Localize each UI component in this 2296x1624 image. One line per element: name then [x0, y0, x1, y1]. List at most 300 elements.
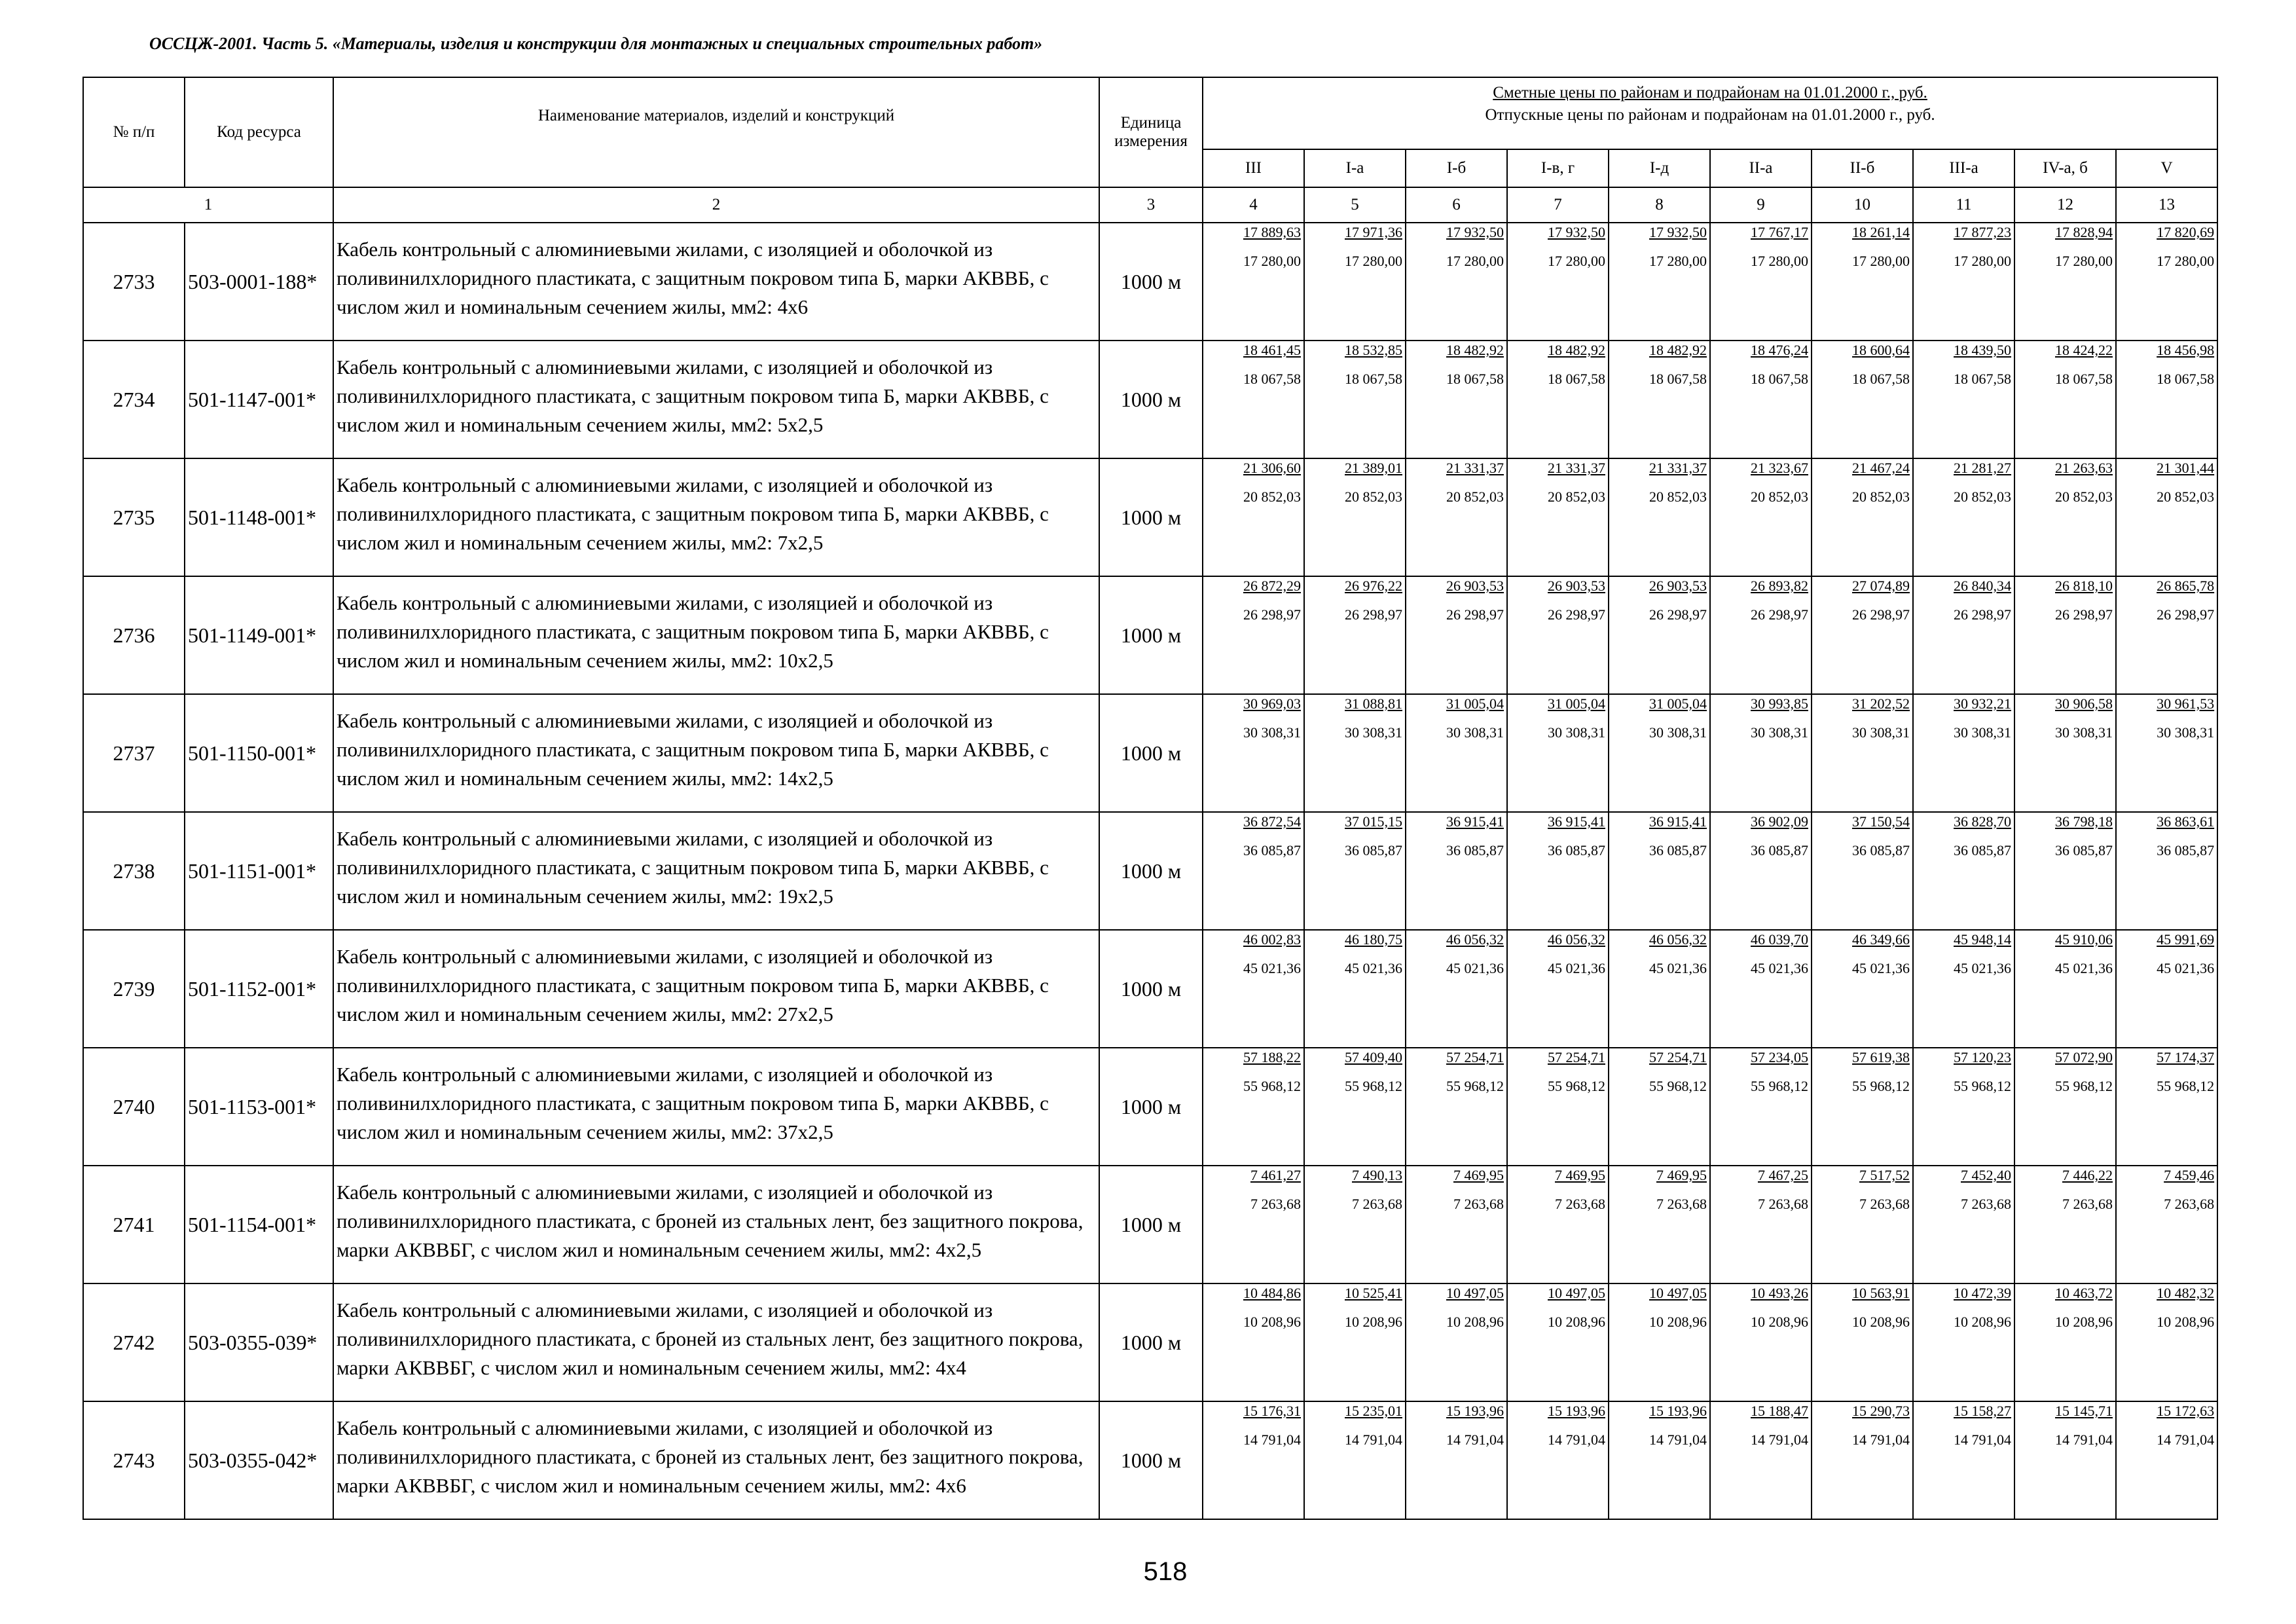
estimate-price: 7 461,27 [1250, 1167, 1301, 1183]
estimate-price: 10 497,05 [1548, 1285, 1605, 1301]
release-price: 7 263,68 [1859, 1196, 1910, 1212]
header-column-number: 7 [1507, 187, 1609, 223]
release-price: 10 208,96 [1852, 1314, 1910, 1330]
estimate-price: 31 005,04 [1649, 695, 1707, 712]
material-name: Кабель контрольный с алюминиевыми жилами, с изоляцией и оболочкой из поливинилхлоридного пластиката, с броней из стальных лент, без защитного покрова, марки АКВВБГ, с числом жил и номинальным сечением жилы, мм2: 4х6 [333, 1401, 1099, 1519]
resource-code: 503-0355-042* [185, 1401, 333, 1519]
release-price: 30 308,31 [1446, 724, 1504, 741]
estimate-price: 26 840,34 [1954, 578, 2011, 594]
price-cell [1406, 812, 1507, 930]
material-name: Кабель контрольный с алюминиевыми жилами, с изоляцией и оболочкой из поливинилхлоридного пластиката, с защитным покровом типа Б, марки АКВВБ, с числом жил и номинальным сечением жилы, мм2: 10х2,5 [333, 576, 1099, 694]
header-column-number: 10 [1812, 187, 1913, 223]
release-price: 7 263,68 [1555, 1196, 1605, 1212]
release-price: 10 208,96 [2157, 1314, 2215, 1330]
release-price: 14 791,04 [2157, 1431, 2215, 1448]
release-price: 14 791,04 [1954, 1431, 2011, 1448]
estimate-price: 36 915,41 [1548, 813, 1605, 830]
price-cell [1913, 694, 2014, 812]
price-cell [2116, 1401, 2217, 1519]
estimate-price: 36 828,70 [1954, 813, 2011, 830]
price-cell [1507, 812, 1609, 930]
release-price: 30 308,31 [2055, 724, 2113, 741]
price-cell [2116, 341, 2217, 458]
price-cell [1406, 930, 1507, 1048]
price-cell [1304, 341, 1406, 458]
estimate-price: 31 005,04 [1446, 695, 1504, 712]
resource-code: 501-1152-001* [185, 930, 333, 1048]
price-cell [1507, 576, 1609, 694]
estimate-price: 7 490,13 [1352, 1167, 1402, 1183]
price-cell [1710, 341, 1812, 458]
price-cell [1812, 812, 1913, 930]
estimate-price: 10 463,72 [2055, 1285, 2113, 1301]
release-price: 55 968,12 [1649, 1078, 1707, 1094]
price-cell [1406, 1048, 1507, 1166]
price-cell [1913, 930, 2014, 1048]
price-cell [2014, 341, 2116, 458]
header-release-prices: Отпускные цены по районам и подрайонам на 01.01.2000 г., руб. [1485, 106, 1935, 124]
estimate-price: 18 482,92 [1446, 342, 1504, 358]
release-price: 30 308,31 [2157, 724, 2215, 741]
material-name: Кабель контрольный с алюминиевыми жилами, с изоляцией и оболочкой из поливинилхлоридного пластиката, с защитным покровом типа Б, марки АКВВБ, с числом жил и номинальным сечением жилы, мм2: 37х2,5 [333, 1048, 1099, 1166]
release-price: 45 021,36 [1649, 960, 1707, 976]
release-price: 26 298,97 [2157, 606, 2215, 623]
estimate-price: 7 517,52 [1859, 1167, 1910, 1183]
estimate-price: 15 176,31 [1243, 1403, 1301, 1419]
header-region: II-а [1710, 149, 1812, 187]
release-price: 14 791,04 [1446, 1431, 1504, 1448]
price-cell [1710, 1048, 1812, 1166]
release-price: 36 085,87 [1954, 842, 2011, 858]
row-number: 2742 [83, 1283, 185, 1401]
estimate-price: 37 015,15 [1345, 813, 1402, 830]
header-column-number: 13 [2116, 187, 2217, 223]
release-price: 26 298,97 [1649, 606, 1707, 623]
price-cell [1507, 694, 1609, 812]
unit-of-measure: 1000 м [1099, 812, 1203, 930]
header-region: I-а [1304, 149, 1406, 187]
release-price: 18 067,58 [1446, 371, 1504, 387]
release-price: 30 308,31 [1751, 724, 1808, 741]
estimate-price: 46 056,32 [1446, 931, 1504, 948]
header-region: III-а [1913, 149, 2014, 187]
estimate-price: 18 600,64 [1852, 342, 1910, 358]
estimate-price: 21 306,60 [1243, 460, 1301, 476]
estimate-price: 18 482,92 [1548, 342, 1605, 358]
release-price: 20 852,03 [2055, 489, 2113, 505]
row-number: 2735 [83, 458, 185, 576]
release-price: 26 298,97 [1345, 606, 1402, 623]
estimate-price: 15 145,71 [2055, 1403, 2113, 1419]
row-number: 2740 [83, 1048, 185, 1166]
unit-of-measure: 1000 м [1099, 458, 1203, 576]
estimate-price: 21 389,01 [1345, 460, 1402, 476]
release-price: 18 067,58 [1548, 371, 1605, 387]
release-price: 18 067,58 [1751, 371, 1808, 387]
price-cell [1812, 694, 1913, 812]
estimate-price: 18 482,92 [1649, 342, 1707, 358]
estimate-price: 15 290,73 [1852, 1403, 1910, 1419]
header-region: I-д [1609, 149, 1710, 187]
release-price: 30 308,31 [1852, 724, 1910, 741]
release-price: 14 791,04 [1548, 1431, 1605, 1448]
release-price: 20 852,03 [1345, 489, 1402, 505]
estimate-price: 31 088,81 [1345, 695, 1402, 712]
price-cell [1203, 576, 1304, 694]
estimate-price: 36 863,61 [2157, 813, 2215, 830]
unit-of-measure: 1000 м [1099, 1166, 1203, 1283]
release-price: 18 067,58 [1345, 371, 1402, 387]
estimate-price: 30 932,21 [1954, 695, 2011, 712]
estimate-price: 31 005,04 [1548, 695, 1605, 712]
row-number: 2739 [83, 930, 185, 1048]
estimate-price: 15 235,01 [1345, 1403, 1402, 1419]
release-price: 17 280,00 [1954, 253, 2011, 269]
release-price: 30 308,31 [1954, 724, 2011, 741]
estimate-price: 21 331,37 [1649, 460, 1707, 476]
price-cell [1710, 576, 1812, 694]
estimate-price: 17 767,17 [1751, 224, 1808, 240]
release-price: 7 263,68 [2164, 1196, 2215, 1212]
release-price: 20 852,03 [1548, 489, 1605, 505]
resource-code: 501-1154-001* [185, 1166, 333, 1283]
release-price: 30 308,31 [1345, 724, 1402, 741]
estimate-price: 26 865,78 [2157, 578, 2215, 594]
price-cell [2014, 1166, 2116, 1283]
release-price: 10 208,96 [1751, 1314, 1808, 1330]
table-row [83, 694, 2217, 812]
header-num: № п/п [83, 77, 185, 187]
estimate-price: 21 331,37 [1548, 460, 1605, 476]
price-cell [1710, 812, 1812, 930]
release-price: 20 852,03 [2157, 489, 2215, 505]
release-price: 55 968,12 [1954, 1078, 2011, 1094]
release-price: 18 067,58 [1954, 371, 2011, 387]
release-price: 17 280,00 [2157, 253, 2215, 269]
price-cell [1609, 576, 1710, 694]
document-header: ОССЦЖ-2001. Часть 5. «Материалы, изделия и конструкции для монтажных и специальных строительных работ» [149, 34, 1043, 53]
resource-code: 501-1153-001* [185, 1048, 333, 1166]
price-cell [1304, 694, 1406, 812]
estimate-price: 45 991,69 [2157, 931, 2215, 948]
price-cell [2116, 576, 2217, 694]
release-price: 10 208,96 [2055, 1314, 2113, 1330]
release-price: 18 067,58 [1243, 371, 1301, 387]
estimate-price: 57 072,90 [2055, 1049, 2113, 1065]
release-price: 20 852,03 [1243, 489, 1301, 505]
estimate-price: 45 910,06 [2055, 931, 2113, 948]
table-row [83, 1166, 2217, 1283]
price-cell [1203, 341, 1304, 458]
estimate-price: 18 261,14 [1852, 224, 1910, 240]
release-price: 17 280,00 [1751, 253, 1808, 269]
price-cell [1913, 1401, 2014, 1519]
release-price: 10 208,96 [1649, 1314, 1707, 1330]
release-price: 7 263,68 [2062, 1196, 2113, 1212]
estimate-price: 21 323,67 [1751, 460, 1808, 476]
price-cell [1507, 1401, 1609, 1519]
estimate-price: 18 424,22 [2055, 342, 2113, 358]
release-price: 55 968,12 [1751, 1078, 1808, 1094]
price-cell [2116, 812, 2217, 930]
release-price: 55 968,12 [1345, 1078, 1402, 1094]
release-price: 10 208,96 [1548, 1314, 1605, 1330]
release-price: 7 263,68 [1961, 1196, 2011, 1212]
estimate-price: 30 993,85 [1751, 695, 1808, 712]
estimate-price: 10 482,32 [2157, 1285, 2215, 1301]
release-price: 36 085,87 [1345, 842, 1402, 858]
table-row [83, 458, 2217, 576]
resource-code: 503-0355-039* [185, 1283, 333, 1401]
estimate-price: 10 484,86 [1243, 1285, 1301, 1301]
release-price: 26 298,97 [1548, 606, 1605, 623]
price-cell [2014, 1283, 2116, 1401]
header-unit: Единица измерения [1099, 77, 1203, 187]
estimate-price: 17 820,69 [2157, 224, 2215, 240]
release-price: 30 308,31 [1548, 724, 1605, 741]
estimate-price: 36 915,41 [1446, 813, 1504, 830]
estimate-price: 21 281,27 [1954, 460, 2011, 476]
unit-of-measure: 1000 м [1099, 576, 1203, 694]
header-column-number: 3 [1099, 187, 1203, 223]
estimate-price: 18 532,85 [1345, 342, 1402, 358]
estimate-price: 57 188,22 [1243, 1049, 1301, 1065]
price-cell [1304, 223, 1406, 341]
price-cell [1507, 341, 1609, 458]
price-cell [1203, 1048, 1304, 1166]
release-price: 26 298,97 [2055, 606, 2113, 623]
estimate-price: 46 056,32 [1548, 931, 1605, 948]
price-cell [1304, 458, 1406, 576]
header-region: V [2116, 149, 2217, 187]
estimate-price: 15 188,47 [1751, 1403, 1808, 1419]
row-number: 2733 [83, 223, 185, 341]
unit-of-measure: 1000 м [1099, 694, 1203, 812]
table-row [83, 1283, 2217, 1401]
price-cell [2014, 1048, 2116, 1166]
price-cell [2116, 1283, 2217, 1401]
price-cell [1812, 930, 1913, 1048]
row-number: 2736 [83, 576, 185, 694]
price-cell [2014, 458, 2116, 576]
release-price: 14 791,04 [1345, 1431, 1402, 1448]
price-cell [1710, 223, 1812, 341]
estimate-price: 15 158,27 [1954, 1403, 2011, 1419]
release-price: 14 791,04 [1649, 1431, 1707, 1448]
release-price: 30 308,31 [1243, 724, 1301, 741]
header-region: IV-а, б [2014, 149, 2116, 187]
estimate-price: 26 893,82 [1751, 578, 1808, 594]
estimate-price: 36 902,09 [1751, 813, 1808, 830]
header-region: II-б [1812, 149, 1913, 187]
release-price: 18 067,58 [2157, 371, 2215, 387]
price-cell [2014, 576, 2116, 694]
price-cell [1304, 812, 1406, 930]
release-price: 55 968,12 [1446, 1078, 1504, 1094]
release-price: 10 208,96 [1243, 1314, 1301, 1330]
release-price: 55 968,12 [1243, 1078, 1301, 1094]
header-region: I-б [1406, 149, 1507, 187]
release-price: 45 021,36 [1243, 960, 1301, 976]
price-cell [1913, 1166, 2014, 1283]
estimate-price: 46 180,75 [1345, 931, 1402, 948]
price-cell [2116, 930, 2217, 1048]
release-price: 20 852,03 [1852, 489, 1910, 505]
header-region: III [1203, 149, 1304, 187]
price-cell [2116, 223, 2217, 341]
estimate-price: 30 969,03 [1243, 695, 1301, 712]
estimate-price: 57 120,23 [1954, 1049, 2011, 1065]
release-price: 36 085,87 [2055, 842, 2113, 858]
estimate-price: 57 234,05 [1751, 1049, 1808, 1065]
material-name: Кабель контрольный с алюминиевыми жилами, с изоляцией и оболочкой из поливинилхлоридного пластиката, с защитным покровом типа Б, марки АКВВБ, с числом жил и номинальным сечением жилы, мм2: 5х2,5 [333, 341, 1099, 458]
header-column-number: 1 [83, 187, 333, 223]
price-cell [1304, 576, 1406, 694]
header-region: I-в, г [1507, 149, 1609, 187]
estimate-price: 57 254,71 [1649, 1049, 1707, 1065]
price-cell [1609, 458, 1710, 576]
release-price: 17 280,00 [2055, 253, 2113, 269]
header-code: Код ресурса [185, 77, 333, 187]
estimate-price: 27 074,89 [1852, 578, 1910, 594]
estimate-price: 46 039,70 [1751, 931, 1808, 948]
release-price: 55 968,12 [2055, 1078, 2113, 1094]
price-cell [2116, 1048, 2217, 1166]
release-price: 20 852,03 [1446, 489, 1504, 505]
price-cell [1406, 223, 1507, 341]
price-cell [1710, 1283, 1812, 1401]
release-price: 17 280,00 [1446, 253, 1504, 269]
estimate-price: 57 254,71 [1446, 1049, 1504, 1065]
price-cell [1609, 1401, 1710, 1519]
estimate-price: 46 002,83 [1243, 931, 1301, 948]
estimate-price: 57 254,71 [1548, 1049, 1605, 1065]
price-cell [1304, 1166, 1406, 1283]
table-row [83, 341, 2217, 458]
price-cell [1913, 812, 2014, 930]
release-price: 14 791,04 [1852, 1431, 1910, 1448]
table-row [83, 1401, 2217, 1519]
price-cell [1203, 930, 1304, 1048]
material-name: Кабель контрольный с алюминиевыми жилами, с изоляцией и оболочкой из поливинилхлоридного пластиката, с броней из стальных лент, без защитного покрова, марки АКВВБГ, с числом жил и номинальным сечением жилы, мм2: 4х4 [333, 1283, 1099, 1401]
resource-code: 501-1149-001* [185, 576, 333, 694]
price-cell [1203, 223, 1304, 341]
estimate-price: 10 563,91 [1852, 1285, 1910, 1301]
unit-of-measure: 1000 м [1099, 341, 1203, 458]
price-cell [2116, 1166, 2217, 1283]
table-row [83, 812, 2217, 930]
price-cell [1406, 694, 1507, 812]
estimate-price: 57 174,37 [2157, 1049, 2215, 1065]
price-cell [1203, 1401, 1304, 1519]
release-price: 36 085,87 [1446, 842, 1504, 858]
header-column-number: 4 [1203, 187, 1304, 223]
estimate-price: 15 172,63 [2157, 1403, 2215, 1419]
unit-of-measure: 1000 м [1099, 223, 1203, 341]
estimate-price: 18 461,45 [1243, 342, 1301, 358]
price-cell [1710, 1166, 1812, 1283]
material-name: Кабель контрольный с алюминиевыми жилами, с изоляцией и оболочкой из поливинилхлоридного пластиката, с защитным покровом типа Б, марки АКВВБ, с числом жил и номинальным сечением жилы, мм2: 27х2,5 [333, 930, 1099, 1048]
estimate-price: 57 619,38 [1852, 1049, 1910, 1065]
resource-code: 501-1148-001* [185, 458, 333, 576]
estimate-price: 57 409,40 [1345, 1049, 1402, 1065]
release-price: 20 852,03 [1649, 489, 1707, 505]
resource-code: 503-0001-188* [185, 223, 333, 341]
unit-of-measure: 1000 м [1099, 1283, 1203, 1401]
row-number: 2734 [83, 341, 185, 458]
price-cell [1710, 930, 1812, 1048]
price-cell [2014, 930, 2116, 1048]
price-cell [1913, 341, 2014, 458]
release-price: 45 021,36 [1954, 960, 2011, 976]
release-price: 18 067,58 [2055, 371, 2113, 387]
price-cell [1203, 1166, 1304, 1283]
estimate-price: 17 889,63 [1243, 224, 1301, 240]
release-price: 17 280,00 [1649, 253, 1707, 269]
resource-code: 501-1147-001* [185, 341, 333, 458]
price-cell [1812, 341, 1913, 458]
page-number: 518 [1143, 1557, 1188, 1586]
release-price: 14 791,04 [1243, 1431, 1301, 1448]
release-price: 17 280,00 [1548, 253, 1605, 269]
price-cell [1812, 1166, 1913, 1283]
price-cell [2014, 694, 2116, 812]
estimate-price: 31 202,52 [1852, 695, 1910, 712]
resource-code: 501-1150-001* [185, 694, 333, 812]
release-price: 36 085,87 [1852, 842, 1910, 858]
estimate-price: 7 467,25 [1758, 1167, 1808, 1183]
release-price: 10 208,96 [1345, 1314, 1402, 1330]
release-price: 26 298,97 [1243, 606, 1301, 623]
material-name: Кабель контрольный с алюминиевыми жилами, с изоляцией и оболочкой из поливинилхлоридного пластиката, с защитным покровом типа Б, марки АКВВБ, с числом жил и номинальным сечением жилы, мм2: 7х2,5 [333, 458, 1099, 576]
release-price: 17 280,00 [1852, 253, 1910, 269]
estimate-price: 7 469,95 [1656, 1167, 1707, 1183]
release-price: 26 298,97 [1954, 606, 2011, 623]
estimate-price: 17 971,36 [1345, 224, 1402, 240]
release-price: 14 791,04 [2055, 1431, 2113, 1448]
price-cell [2014, 812, 2116, 930]
release-price: 45 021,36 [2055, 960, 2113, 976]
release-price: 36 085,87 [2157, 842, 2215, 858]
price-cell [1507, 930, 1609, 1048]
price-cell [1203, 458, 1304, 576]
release-price: 45 021,36 [1852, 960, 1910, 976]
release-price: 45 021,36 [1751, 960, 1808, 976]
release-price: 55 968,12 [1852, 1078, 1910, 1094]
estimate-price: 7 452,40 [1961, 1167, 2011, 1183]
material-name: Кабель контрольный с алюминиевыми жилами, с изоляцией и оболочкой из поливинилхлоридного пластиката, с защитным покровом типа Б, марки АКВВБ, с числом жил и номинальным сечением жилы, мм2: 19х2,5 [333, 812, 1099, 930]
unit-of-measure: 1000 м [1099, 1401, 1203, 1519]
price-cell [1812, 458, 1913, 576]
estimate-price: 7 469,95 [1453, 1167, 1504, 1183]
release-price: 17 280,00 [1345, 253, 1402, 269]
material-name: Кабель контрольный с алюминиевыми жилами, с изоляцией и оболочкой из поливинилхлоридного пластиката, с защитным покровом типа Б, марки АКВВБ, с числом жил и номинальным сечением жилы, мм2: 14х2,5 [333, 694, 1099, 812]
release-price: 18 067,58 [1852, 371, 1910, 387]
material-name: Кабель контрольный с алюминиевыми жилами, с изоляцией и оболочкой из поливинилхлоридного пластиката, с защитным покровом типа Б, марки АКВВБ, с числом жил и номинальным сечением жилы, мм2: 4х6 [333, 223, 1099, 341]
estimate-price: 17 932,50 [1548, 224, 1605, 240]
release-price: 20 852,03 [1751, 489, 1808, 505]
price-cell [2014, 1401, 2116, 1519]
estimate-price: 46 349,66 [1852, 931, 1910, 948]
estimate-price: 36 872,54 [1243, 813, 1301, 830]
price-cell [1913, 223, 2014, 341]
header-column-number: 5 [1304, 187, 1406, 223]
estimate-price: 18 439,50 [1954, 342, 2011, 358]
price-cell [1710, 458, 1812, 576]
price-cell [1507, 1166, 1609, 1283]
estimate-price: 17 828,94 [2055, 224, 2113, 240]
estimate-price: 17 932,50 [1446, 224, 1504, 240]
